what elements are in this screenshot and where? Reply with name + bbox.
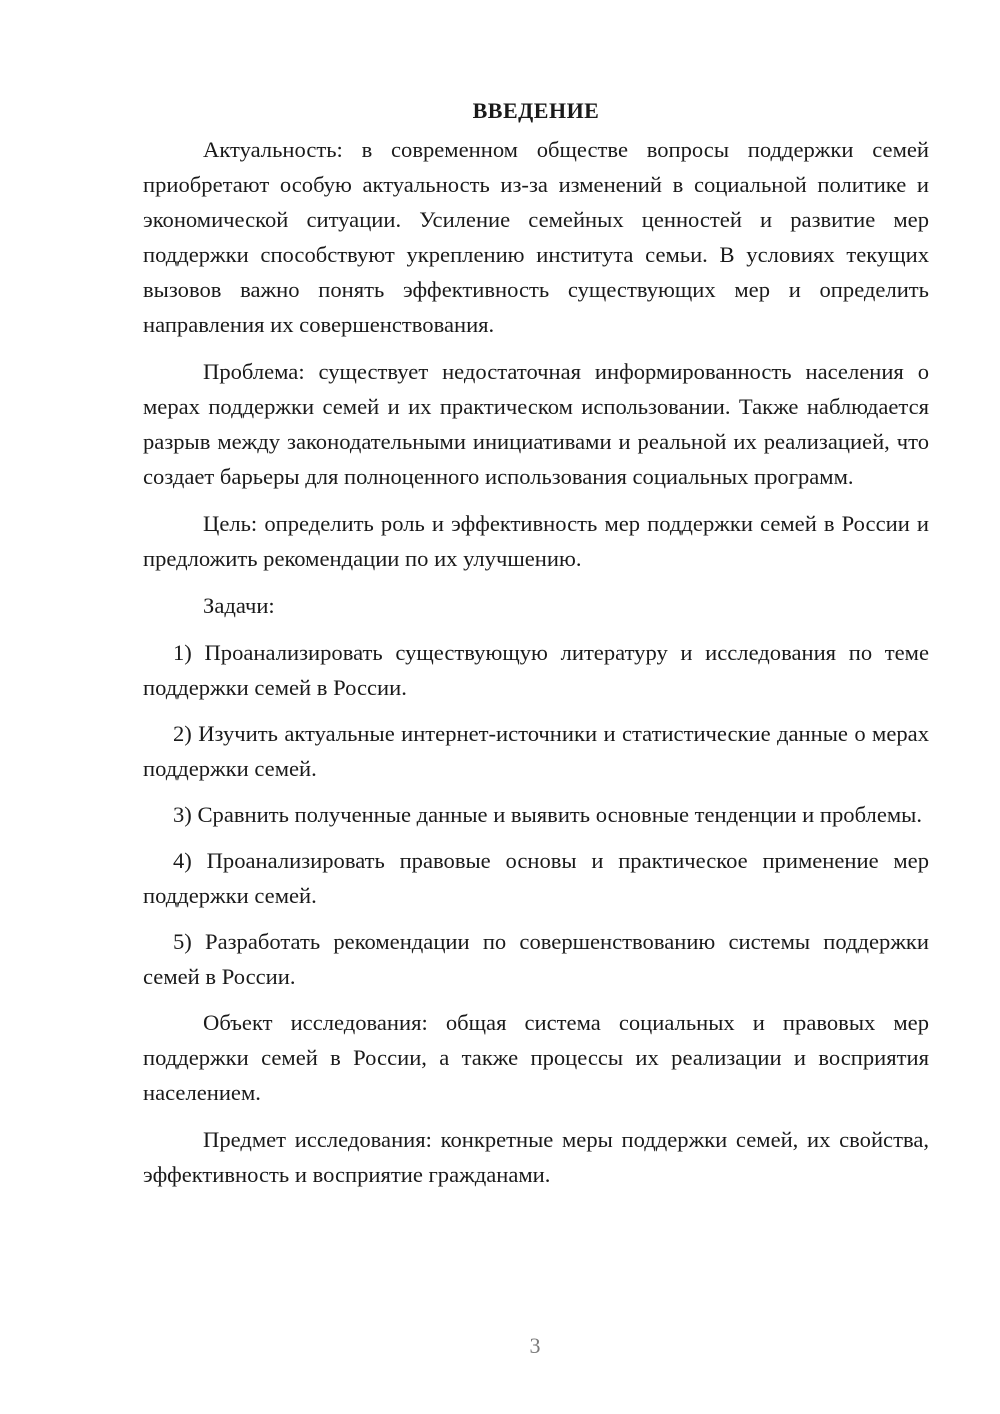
paragraph-subject: Предмет исследования: конкретные меры поддержки семей, их свойства, эффективность и восприятие гражданами.	[143, 1127, 929, 1187]
list-item: 1) Проанализировать существующую литературу и исследования по теме поддержки семей в России.	[143, 640, 929, 700]
paragraph-goal: Цель: определить роль и эффективность мер поддержки семей в России и предложить рекомендации по их улучшению.	[143, 511, 929, 571]
list-item: 2) Изучить актуальные интернет-источники и статистические данные о мерах поддержки семей.	[143, 721, 929, 781]
paragraph-object: Объект исследования: общая система социальных и правовых мер поддержки семей в России, а также процессы их реализации и восприятия населением.	[143, 1010, 929, 1105]
page-number: 3	[529, 1333, 541, 1358]
paragraph-relevance: Актуальность: в современном обществе вопросы поддержки семей приобретают особую актуальность из-за изменений в социальной политике и экономической ситуации. Усиление семейных ценностей и развитие мер поддержки способствуют укреплению института семьи. В условиях текущих вызовов важно понять эффективность существующих мер и определить направления их совершенствования.	[143, 137, 929, 337]
tasks-list	[143, 635, 929, 994]
list-item: 4) Проанализировать правовые основы и практическое применение мер поддержки семей.	[143, 848, 929, 908]
page-title: ВВЕДЕНИЕ	[472, 98, 600, 123]
list-item: 5) Разработать рекомендации по совершенствованию системы поддержки семей в России.	[143, 929, 929, 989]
paragraph-problem: Проблема: существует недостаточная информированность населения о мерах поддержки семей и их практическом использовании. Также наблюдается разрыв между законодательными инициативами и реальной их реализацией, что создает барьеры для полноценного использования социальных программ.	[143, 359, 929, 489]
tasks-heading: Задачи:	[203, 593, 275, 618]
document-page	[143, 96, 929, 1204]
list-item: 3) Сравнить полученные данные и выявить основные тенденции и проблемы.	[173, 802, 922, 827]
